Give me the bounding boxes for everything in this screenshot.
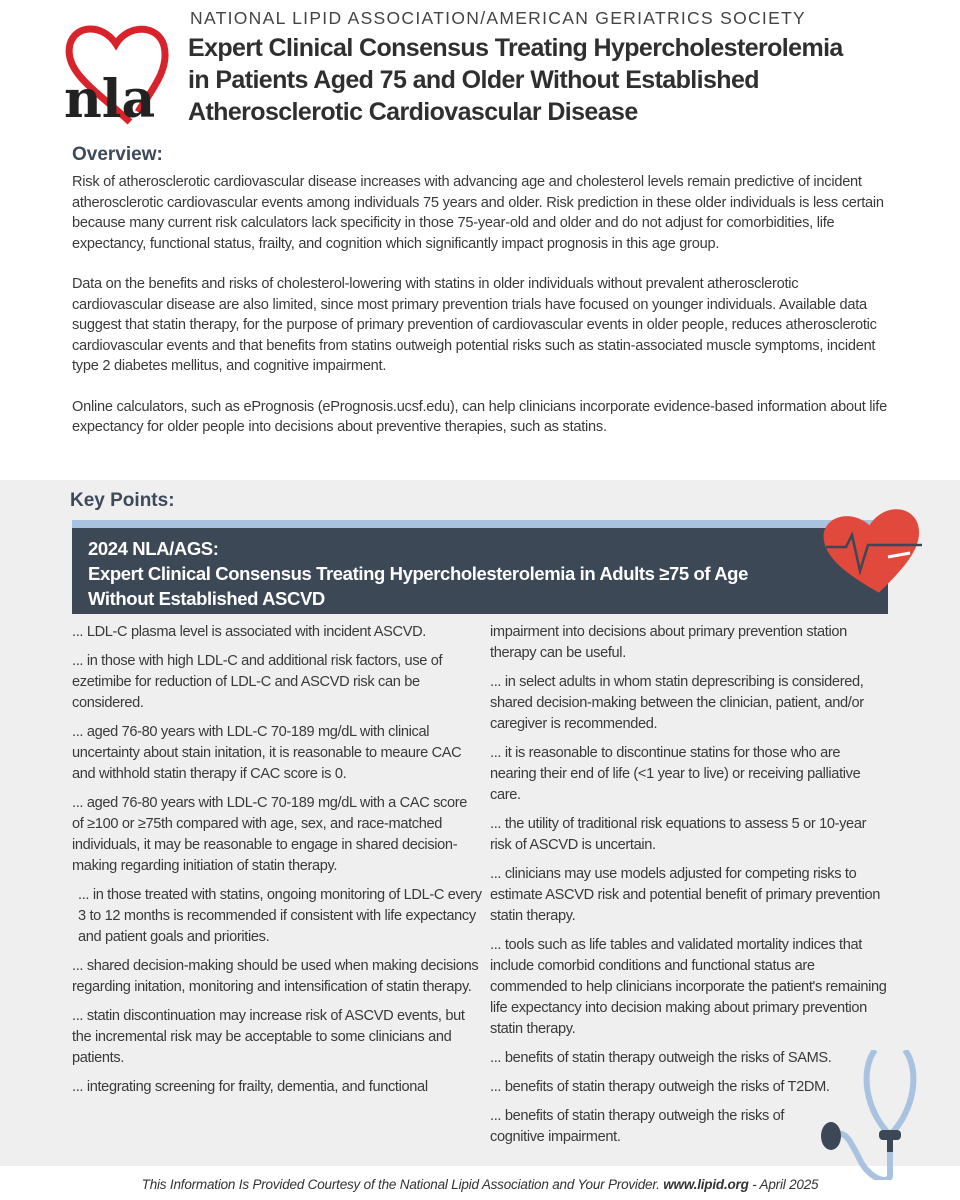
footer [0, 1177, 960, 1192]
page-title [188, 32, 843, 128]
nla-logo [58, 22, 178, 132]
banner-line: Expert Clinical Consensus Treating Hypercholesterolemia in Adults ≥75 of Age [88, 563, 748, 584]
key-point: ... it is reasonable to discontinue statins for those who are nearing their end of life (<1 year to live) or receiving palliative care. [490, 745, 861, 803]
key-point: ... integrating screening for frailty, dementia, and functional [72, 1079, 428, 1095]
key-point: ... benefits of statin therapy outweigh the risks of cognitive impairment. [490, 1108, 785, 1145]
footer-date: - April 2025 [748, 1177, 819, 1192]
heart-pulse-icon [818, 505, 928, 595]
footer-text: This Information Is Provided Courtesy of the National Lipid Association and Your Provider. [141, 1177, 664, 1192]
overview-paragraph: Online calculators, such as ePrognosis (ePrognosis.ucsf.edu), can help clinicians incorporate evidence-based information about life expectancy for older people into decisions about preventive therapies, such as statins. [72, 398, 887, 435]
key-point: ... LDL-C plasma level is associated with incident ASCVD. [72, 624, 426, 640]
footer-link[interactable]: www.lipid.org [663, 1177, 749, 1192]
overview-paragraph: Data on the benefits and risks of cholesterol-lowering with statins in older individuals without prevalent atherosclerotic cardiovascular disease are also limited, since most primary prevention trials have focused on younger individuals. Available data suggest that statin therapy, for the purpose of primary prevention of cardiovascular events in older people, reduces atherosclerotic cardiovascular events and that benefits from statins outweigh potential risks such as statin-associated muscle symptoms, incident type 2 diabetes mellitus, and cognitive impairment. [72, 276, 877, 374]
key-point: ... shared decision-making should be used when making decisions regarding initation, monitoring and intensification of statin therapy. [72, 958, 479, 995]
title-line: Atherosclerotic Cardiovascular Disease [188, 98, 638, 126]
accent-strip [72, 520, 888, 528]
key-points-heading: Key Points: [70, 490, 175, 511]
key-point: ... tools such as life tables and validated mortality indices that include comorbid conditions and functional status are commended to help clinicians incorporate the patient's remaining life expectancy into decision making about primary prevention statin therapy. [490, 937, 887, 1037]
title-line: in Patients Aged 75 and Older Without Established [188, 66, 759, 94]
stethoscope-icon [815, 1050, 925, 1180]
key-point: ... clinicians may use models adjusted for competing risks to estimate ASCVD risk and potential benefit of primary prevention statin therapy. [490, 866, 881, 924]
key-point: ... in select adults in whom statin deprescribing is considered, shared decision-making between the clinician, patient, and/or caregiver is recommended. [490, 674, 864, 732]
overview-body [72, 172, 892, 458]
overview-paragraph: Risk of atherosclerotic cardiovascular disease increases with advancing age and cholesterol levels remain predictive of incident atherosclerotic cardiovascular events among individuals 75 years and older. Risk prediction in these older individuals is less certain because many current risk calculators lack specificity in those 75-year-old and older and do not adjust for comorbidities, life expectancy, functional status, frailty, and cognition which significantly impact prognosis in this age group. [72, 174, 884, 252]
overview-heading: Overview: [72, 144, 163, 165]
key-point: impairment into decisions about primary prevention station therapy can be useful. [490, 624, 847, 661]
key-points-left-column [72, 622, 482, 1106]
organization-name: NATIONAL LIPID ASSOCIATION/AMERICAN GERIATRICS SOCIETY [190, 8, 807, 28]
key-point: ... benefits of statin therapy outweigh the risks of SAMS. [490, 1050, 832, 1066]
banner-line: Without Established ASCVD [88, 588, 325, 609]
key-point: ... the utility of traditional risk equations to assess 5 or 10-year risk of ASCVD is uncertain. [490, 816, 867, 853]
key-point: ... statin discontinuation may increase risk of ASCVD events, but the incremental risk may be acceptable to some clinicians and patients. [72, 1008, 465, 1066]
svg-text:nla: nla [64, 69, 156, 130]
key-point: ... aged 76-80 years with LDL-C 70-189 mg/dL with clinical uncertainty about stain initation, it is reasonable to meaure CAC and withhold statin therapy if CAC score is 0. [72, 724, 462, 782]
key-point: ... benefits of statin therapy outweigh the risks of T2DM. [490, 1079, 830, 1095]
key-point: ... aged 76-80 years with LDL-C 70-189 mg/dL with a CAC score of ≥100 or ≥75th compared with age, sex, and race-matched individuals, it may be reasonable to engage in shared decision-making regarding initiation of statin therapy. [72, 795, 468, 874]
title-line: Expert Clinical Consensus Treating Hypercholesterolemia [188, 34, 843, 62]
key-points-banner [72, 528, 888, 614]
key-point: ... in those treated with statins, ongoing monitoring of LDL-C every 3 to 12 months is recommended if consistent with life expectancy and patient goals and priorities. [78, 887, 482, 945]
key-point: ... in those with high LDL-C and additional risk factors, use of ezetimibe for reduction of LDL-C and ASCVD risk can be considered. [72, 653, 443, 711]
banner-line: 2024 NLA/AGS: [88, 538, 219, 559]
